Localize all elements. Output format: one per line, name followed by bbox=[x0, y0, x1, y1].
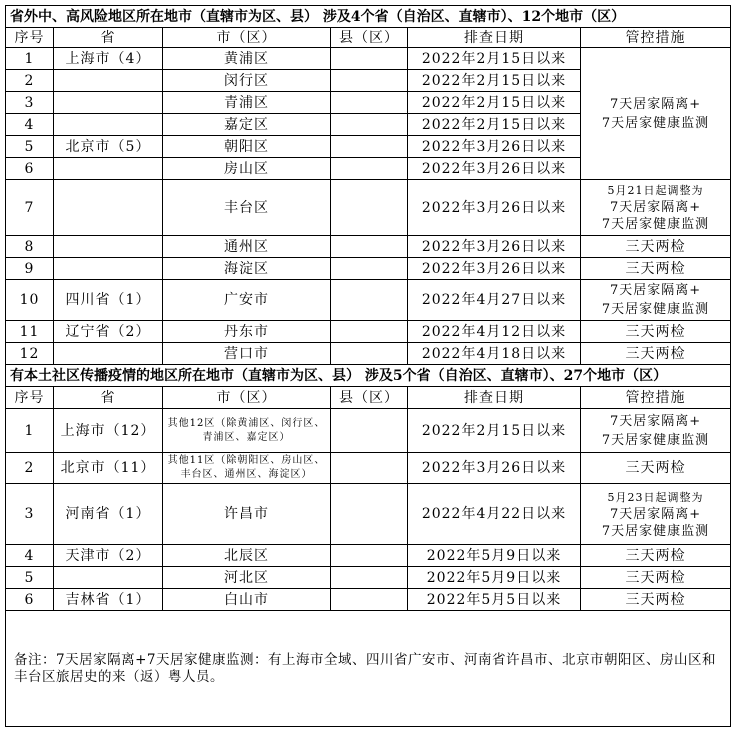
date-cell: 2022年3月26日以来 bbox=[408, 236, 581, 258]
county-cell bbox=[331, 180, 408, 236]
city-cell: 营口市 bbox=[163, 343, 331, 365]
header-measure: 管控措施 bbox=[581, 387, 731, 409]
table-row bbox=[6, 280, 731, 321]
measure-line: 7天居家健康监测 bbox=[601, 523, 710, 539]
row-number: 5 bbox=[6, 136, 54, 158]
row-number: 1 bbox=[6, 409, 54, 453]
city-cell: 白山市 bbox=[163, 589, 331, 611]
city-cell: 黄浦区 bbox=[163, 48, 331, 70]
measure-cell: 三天两检 bbox=[581, 567, 731, 589]
measure-line: 7天居家隔离+ bbox=[609, 200, 702, 215]
date-cell: 2022年4月18日以来 bbox=[408, 343, 581, 365]
county-cell bbox=[331, 48, 408, 70]
province-cell bbox=[54, 343, 163, 365]
province-cell bbox=[54, 114, 163, 136]
county-cell bbox=[331, 236, 408, 258]
county-cell bbox=[331, 567, 408, 589]
city-cell: 河北区 bbox=[163, 567, 331, 589]
measure-line: 5月21日起调整为 bbox=[607, 184, 704, 197]
date-cell: 2022年2月15日以来 bbox=[408, 409, 581, 453]
section-title: 有本土社区传播疫情的地区所在地市（直辖市为区、县） 涉及5个省（自治区、直辖市）、27个地市（区） bbox=[6, 365, 731, 387]
county-cell bbox=[331, 409, 408, 453]
date-cell: 2022年2月15日以来 bbox=[408, 92, 581, 114]
city-cell: 丰台区 bbox=[163, 180, 331, 236]
table-row bbox=[6, 236, 731, 258]
header-no: 序号 bbox=[6, 28, 54, 48]
measure-line: 7天居家健康监测 bbox=[601, 217, 710, 232]
province-cell: 北京市（11） bbox=[54, 453, 163, 484]
table-row bbox=[6, 343, 731, 365]
measure-line: 7天居家隔离+ bbox=[609, 283, 702, 298]
province-cell: 北京市（5） bbox=[54, 136, 163, 158]
county-cell bbox=[331, 453, 408, 484]
date-cell: 2022年2月15日以来 bbox=[408, 70, 581, 92]
row-number: 3 bbox=[6, 92, 54, 114]
header-city: 市（区） bbox=[163, 28, 331, 48]
province-cell bbox=[54, 236, 163, 258]
city-note: 其他11区（除朝阳区、房山区、丰台区、通州区、海淀区） bbox=[167, 455, 326, 480]
city-cell: 海淀区 bbox=[163, 258, 331, 280]
row-number: 6 bbox=[6, 158, 54, 180]
city-note: 其他12区（除黄浦区、闵行区、青浦区、嘉定区） bbox=[167, 417, 326, 443]
county-cell bbox=[331, 545, 408, 567]
province-cell: 吉林省（1） bbox=[54, 589, 163, 611]
header-no: 序号 bbox=[6, 387, 54, 409]
city-cell: 朝阳区 bbox=[163, 136, 331, 158]
row-number: 5 bbox=[6, 567, 54, 589]
row-number: 12 bbox=[6, 343, 54, 365]
header-date: 排查日期 bbox=[408, 387, 581, 409]
city-cell: 通州区 bbox=[163, 236, 331, 258]
row-number: 9 bbox=[6, 258, 54, 280]
measure-cell bbox=[581, 409, 731, 453]
province-cell: 四川省（1） bbox=[54, 280, 163, 321]
row-number: 4 bbox=[6, 114, 54, 136]
header-county: 县（区） bbox=[331, 387, 408, 409]
row-number: 3 bbox=[6, 484, 54, 545]
section-title-row bbox=[6, 365, 731, 387]
date-cell: 2022年4月12日以来 bbox=[408, 321, 581, 343]
date-cell: 2022年3月26日以来 bbox=[408, 136, 581, 158]
county-cell bbox=[331, 484, 408, 545]
header-city: 市（区） bbox=[163, 387, 331, 409]
province-cell: 辽宁省（2） bbox=[54, 321, 163, 343]
risk-area-table bbox=[5, 5, 731, 727]
measure-cell: 三天两检 bbox=[581, 589, 731, 611]
row-number: 2 bbox=[6, 453, 54, 484]
date-cell: 2022年2月15日以来 bbox=[408, 114, 581, 136]
province-cell bbox=[54, 258, 163, 280]
date-cell: 2022年3月26日以来 bbox=[408, 158, 581, 180]
province-cell bbox=[54, 567, 163, 589]
measure-line: 7天居家隔离+ bbox=[609, 96, 702, 112]
city-cell bbox=[163, 453, 331, 484]
city-cell: 青浦区 bbox=[163, 92, 331, 114]
header-county: 县（区） bbox=[331, 28, 408, 48]
measure-line: 7天居家隔离+ bbox=[609, 506, 702, 522]
measure-cell: 三天两检 bbox=[581, 545, 731, 567]
date-cell: 2022年3月26日以来 bbox=[408, 258, 581, 280]
measure-line: 7天居家健康监测 bbox=[601, 302, 710, 317]
county-cell bbox=[331, 158, 408, 180]
section-title: 省外中、高风险地区所在地市（直辖市为区、县） 涉及4个省（自治区、直辖市）、12个地市（区） bbox=[6, 6, 731, 28]
table-row bbox=[6, 567, 731, 589]
province-cell bbox=[54, 180, 163, 236]
measure-cell: 三天两检 bbox=[581, 343, 731, 365]
measure-cell bbox=[581, 280, 731, 321]
row-number: 11 bbox=[6, 321, 54, 343]
table-row bbox=[6, 321, 731, 343]
province-cell: 河南省（1） bbox=[54, 484, 163, 545]
note-row bbox=[6, 611, 731, 727]
city-cell: 闵行区 bbox=[163, 70, 331, 92]
county-cell bbox=[331, 114, 408, 136]
measure-line: 7天居家健康监测 bbox=[601, 115, 710, 131]
province-cell bbox=[54, 70, 163, 92]
city-cell: 嘉定区 bbox=[163, 114, 331, 136]
county-cell bbox=[331, 343, 408, 365]
province-cell: 天津市（2） bbox=[54, 545, 163, 567]
city-cell: 北辰区 bbox=[163, 545, 331, 567]
date-cell: 2022年5月9日以来 bbox=[408, 567, 581, 589]
city-cell: 丹东市 bbox=[163, 321, 331, 343]
city-cell bbox=[163, 409, 331, 453]
measure-cell bbox=[581, 48, 731, 180]
province-cell bbox=[54, 92, 163, 114]
date-cell: 2022年4月22日以来 bbox=[408, 484, 581, 545]
county-cell bbox=[331, 280, 408, 321]
county-cell bbox=[331, 589, 408, 611]
document-sheet bbox=[5, 5, 730, 727]
city-cell: 房山区 bbox=[163, 158, 331, 180]
row-number: 6 bbox=[6, 589, 54, 611]
table-row bbox=[6, 484, 731, 545]
date-cell: 2022年5月9日以来 bbox=[408, 545, 581, 567]
table-row bbox=[6, 453, 731, 484]
measure-cell bbox=[581, 484, 731, 545]
row-number: 10 bbox=[6, 280, 54, 321]
table-row bbox=[6, 48, 731, 70]
header-row bbox=[6, 28, 731, 48]
measure-cell: 三天两检 bbox=[581, 236, 731, 258]
header-measure: 管控措施 bbox=[581, 28, 731, 48]
measure-cell: 三天两检 bbox=[581, 321, 731, 343]
province-cell: 上海市（12） bbox=[54, 409, 163, 453]
city-cell: 许昌市 bbox=[163, 484, 331, 545]
header-province: 省 bbox=[54, 28, 163, 48]
row-number: 2 bbox=[6, 70, 54, 92]
measure-cell: 三天两检 bbox=[581, 258, 731, 280]
footnote: 备注：7天居家隔离+7天居家健康监测：有上海市全域、四川省广安市、河南省许昌市、北京市朝阳区、房山区和丰台区旅居史的来（返）粤人员。 bbox=[6, 611, 731, 727]
measure-line: 7天居家健康监测 bbox=[601, 432, 710, 448]
header-date: 排查日期 bbox=[408, 28, 581, 48]
city-cell: 广安市 bbox=[163, 280, 331, 321]
table-row bbox=[6, 258, 731, 280]
county-cell bbox=[331, 70, 408, 92]
county-cell bbox=[331, 321, 408, 343]
measure-cell bbox=[581, 180, 731, 236]
measure-cell: 三天两检 bbox=[581, 453, 731, 484]
date-cell: 2022年5月5日以来 bbox=[408, 589, 581, 611]
row-number: 1 bbox=[6, 48, 54, 70]
date-cell: 2022年2月15日以来 bbox=[408, 48, 581, 70]
province-cell bbox=[54, 158, 163, 180]
measure-line: 7天居家隔离+ bbox=[609, 413, 702, 429]
header-province: 省 bbox=[54, 387, 163, 409]
county-cell bbox=[331, 92, 408, 114]
table-row bbox=[6, 409, 731, 453]
row-number: 8 bbox=[6, 236, 54, 258]
date-cell: 2022年3月26日以来 bbox=[408, 453, 581, 484]
measure-line: 5月23日起调整为 bbox=[607, 490, 704, 504]
province-cell: 上海市（4） bbox=[54, 48, 163, 70]
table-row bbox=[6, 180, 731, 236]
header-row bbox=[6, 387, 731, 409]
table-row bbox=[6, 589, 731, 611]
county-cell bbox=[331, 136, 408, 158]
table-row bbox=[6, 545, 731, 567]
row-number: 7 bbox=[6, 180, 54, 236]
date-cell: 2022年4月27日以来 bbox=[408, 280, 581, 321]
row-number: 4 bbox=[6, 545, 54, 567]
date-cell: 2022年3月26日以来 bbox=[408, 180, 581, 236]
section-title-row bbox=[6, 6, 731, 28]
county-cell bbox=[331, 258, 408, 280]
